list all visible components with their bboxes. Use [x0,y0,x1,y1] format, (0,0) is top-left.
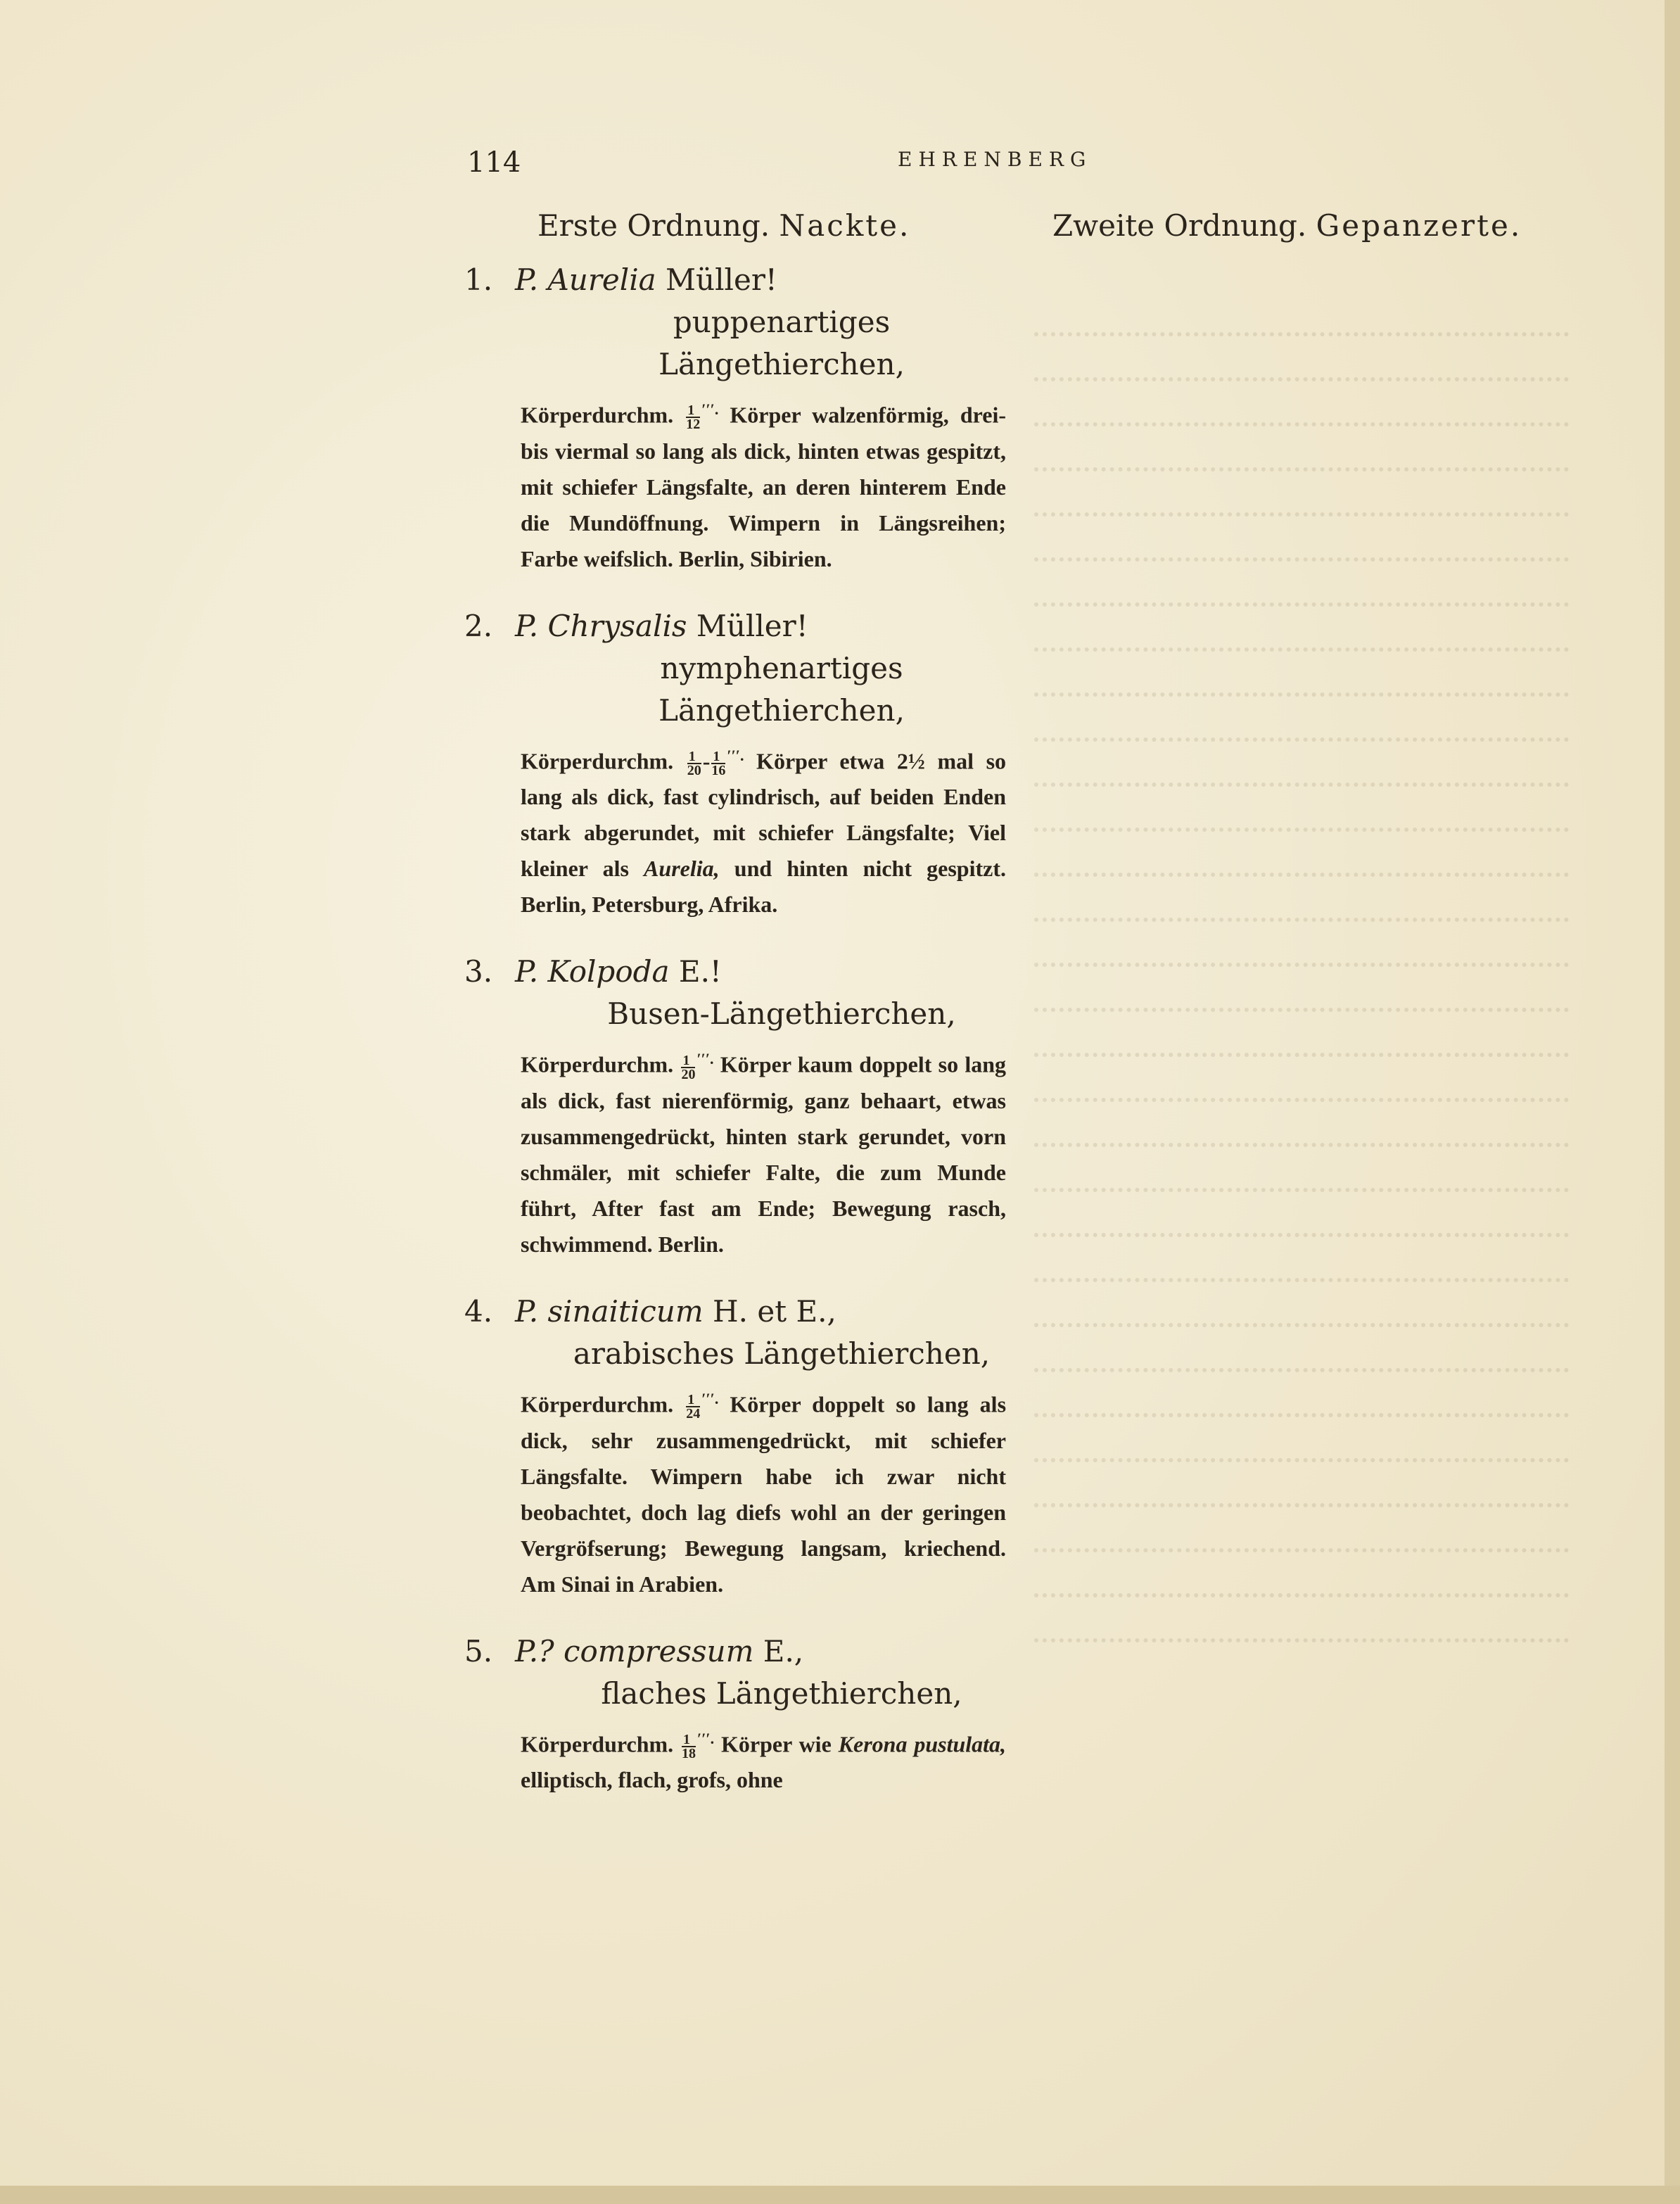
species-entry [464,259,1006,577]
description-text: Körper kaum doppelt so lang als dick, fast nierenförmig, ganz behaart, etwas zusammengedrückt, hinten stark gerundet, vorn schmäler, mit schiefer Falte, die zum Munde führt, After fast am Ende; Bewegung rasch, schwimmend. Berlin. [521,1051,1007,1257]
species-name: compressum [563,1633,754,1668]
entry-number: 4. [464,1293,493,1329]
vernacular-name: nymphenartiges Längethierchen, [658,650,905,728]
genus: P. [515,954,539,989]
left-heading-name: Nackte. [779,208,911,243]
line-unit-mark: ′′′. [696,1050,714,1068]
genus: P.? [515,1633,554,1668]
author: H. et E., [713,1293,836,1329]
genus: P. [515,1293,539,1329]
entry-heading [464,1630,1006,1715]
species-entry [464,1630,1006,1799]
entry-heading [464,1291,1006,1375]
left-column-heading [537,208,910,243]
fraction-numerator: 1 [682,1733,696,1747]
description-text: und hinten nicht gespitzt. Berlin, Petersburg, Afrika. [521,856,1006,918]
genus: P. [515,608,539,643]
author: Müller! [666,262,777,297]
diameter-label: Körperdurchm. [521,1051,674,1077]
fraction-denominator: 20 [681,1066,696,1082]
page-edge-right [1665,0,1680,2204]
species-entry [464,605,1006,923]
description-text: Körper etwa 2½ mal so lang als dick, fast cylindrisch, auf beiden Enden stark abgerundet, mit schiefer Längsfalte; Viel kleiner als [521,748,1007,882]
diameter-label: Körperdurchm. [521,1731,674,1757]
diameter-label: Körperdurchm. [521,402,674,428]
author: E.! [678,954,722,989]
genus: P. [515,262,539,297]
vernacular-name: Busen-Längethierchen, [607,996,956,1032]
left-column [464,259,1006,1826]
page-number: 114 [467,146,521,179]
description-italic: Kerona pustulata, [838,1731,1007,1757]
fraction [686,1393,700,1420]
vernacular-name: arabisches Längethierchen, [573,1336,991,1371]
fraction [711,750,725,777]
fraction [686,404,700,431]
species-name: Kolpoda [547,954,670,989]
entry-description [464,1721,1006,1799]
fraction-denominator: 16 [711,762,726,778]
right-heading-prefix: Zweite Ordnung. [1052,208,1307,243]
fraction-numerator: 1 [686,404,700,418]
fraction-denominator: 20 [687,762,701,778]
species-name: Aurelia [547,262,656,297]
author: E., [763,1633,804,1668]
fraction-numerator: 1 [681,1054,695,1068]
bleed-through-text [1034,296,1569,1548]
fraction [687,750,701,777]
species-entry [464,951,1006,1262]
fraction-numerator: 1 [687,750,701,764]
entry-heading [464,951,1006,1035]
page-edge-bottom [0,2186,1680,2204]
fraction-denominator: 18 [682,1745,696,1761]
right-column-heading [1052,208,1522,243]
fraction-denominator: 24 [686,1406,701,1422]
fraction-numerator: 1 [686,1393,700,1407]
description-text: elliptisch, flach, grofs, ohne [521,1767,783,1793]
entry-number: 2. [464,608,493,643]
right-heading-name: Gepanzerte. [1316,208,1522,243]
description-text: Körper wie [720,1731,832,1757]
diameter-label: Körperdurchm. [521,1391,674,1417]
entry-description [464,1381,1006,1602]
entry-heading [464,605,1006,732]
entry-description [464,1041,1006,1262]
entry-heading [464,259,1006,386]
entry-number: 5. [464,1633,493,1668]
species-name: sinaiticum [547,1293,704,1329]
fraction [681,1054,695,1081]
entry-number: 1. [464,262,493,297]
line-unit-mark: ′′′. [697,1729,715,1747]
left-heading-prefix: Erste Ordnung. [537,208,770,243]
description-italic: Aurelia, [644,856,720,882]
line-unit-mark: ′′′. [727,746,744,764]
fraction-numerator: 1 [711,750,725,764]
line-unit-mark: ′′′. [701,1389,719,1407]
entry-description [464,391,1006,577]
line-unit-mark: ′′′. [701,400,719,418]
description-text: Körper walzenförmig, drei- bis viermal so lang als dick, hinten etwas gespitzt, mit schiefer Längsfalte, an deren hinterem Ende die Mundöffnung. Wimpern in Längsreihen; Farbe weifslich. Berlin, Sibirien. [521,402,1007,571]
diameter-label: Körperdurchm. [521,748,674,774]
description-text: Körper doppelt so lang als dick, sehr zusammengedrückt, mit schiefer Längsfalte. Wimpern habe ich zwar nicht beobachtet, doch lag diefs wohl an der geringen Vergröfserung; Bewegung langsam, kriechend. Am Sinai in Arabien. [521,1391,1007,1597]
fraction-denominator: 12 [686,417,701,433]
entry-description: Körperdurchm. $\frac{1}{20}$ - $\frac{1}{16}$ ′′′. Körper etwa 2½ mal so lang als dick, fast cylindrisch, auf beiden Enden stark abgerundet, mit schiefer Längsfalte; Viel kleiner als Aurelia, und hinten nicht gespitzt. Berlin, Petersburg, Afrika. [521,746,1007,918]
vernacular-name: puppenartiges Längethierchen, [658,305,905,381]
running-header [467,146,1093,179]
entry-number: 3. [464,954,493,989]
vernacular-name: flaches Längethierchen, [601,1676,962,1711]
species-entry [464,1291,1006,1602]
species-name: Chrysalis [547,608,687,643]
running-title: EHRENBERG [898,148,1093,171]
author: Müller! [696,608,808,643]
fraction [682,1733,696,1760]
